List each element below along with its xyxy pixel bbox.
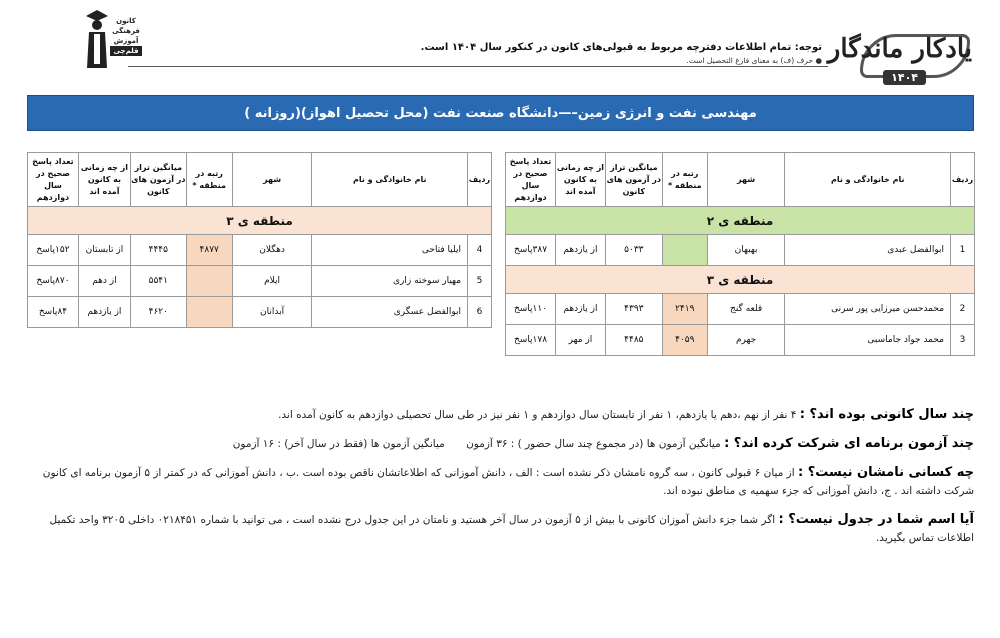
region-label: منطقه ی ۲ [506,207,975,235]
table-row [506,325,975,356]
cell-name: مهیار سوخته زاری [312,266,468,297]
brand-logo [827,34,978,84]
note-exams-text-a: میانگین آزمون ها (در مجموع چند سال حضور ) : ۳۶ آزمون [466,438,721,450]
table-header-row [506,153,975,207]
cell-rank [186,266,232,297]
cell-row: 6 [468,297,492,328]
cell-since: از دهم [78,266,130,297]
cell-city: قلعه گنج [707,294,785,325]
cell-city: جهرم [707,325,785,356]
cell-answers: ۳۸۷پاسخ [506,235,556,266]
cell-rank [662,235,707,266]
notice-main: توجه: تمام اطلاعات دفترچه مربوط به قبولی‌های کانون در کنکور سال ۱۴۰۴ است. [420,42,822,53]
cell-taraz: ۴۶۲۰ [130,297,186,328]
table-row [28,297,492,328]
col-name: نام خانوادگی و نام [785,153,951,207]
region-row [28,207,492,235]
cell-city: ایلام [232,266,312,297]
cell-since: از یازدهم [78,297,130,328]
col-city: شهر [232,153,312,207]
notice-sub: ● حرف (ف) به معنای فارغ التحصیل است. [686,56,822,65]
cell-row: 4 [468,235,492,266]
cell-city: آبدانان [232,297,312,328]
table-row [506,294,975,325]
col-name: نام خانوادگی و نام [312,153,468,207]
logo-word-4: قلم‌چی [110,46,142,56]
brand-year: ۱۴۰۴ [883,70,926,85]
logo-word-1: کانون [116,17,136,25]
cell-row: 1 [951,235,975,266]
note-contact-text: اگر شما جزء دانش آموزان کانونی با بیش از ۵ آزمون در سال آخر هستید و نامتان در این جدول درج نشده است ، می توانید با شماره ۰۲۱۸۴۵۱ داخلی ۳۲۰۵ واحد تکمیل اطلاعات تماس بگیرید. [49,514,974,544]
page-title: مهندسی نفت و انرژی زمین–—دانشگاه صنعت نفت (محل تحصیل اهواز)(روزانه ) [244,105,757,121]
cell-row: 3 [951,325,975,356]
cell-city: دهگلان [232,235,312,266]
results-table-right [505,152,975,356]
region-row [506,266,975,294]
header-divider [128,66,828,67]
notice [421,42,822,65]
note-contact [24,511,974,547]
col-answers: تعداد پاسخ صحیح در سال دوازدهم [28,153,79,207]
note-missing-title: چه کسانی نامشان نیست؟ : [798,465,974,480]
col-row: ردیف [468,153,492,207]
logo-word-2: فرهنگی [112,27,140,35]
cell-since: از تابستان [78,235,130,266]
cell-answers: ۸۴پاسخ [28,297,79,328]
note-exams-title: چند آزمون برنامه ای شرکت کرده اند؟ : [724,436,974,451]
note-exams [24,435,974,453]
region-label: منطقه ی ۳ [28,207,492,235]
cell-answers: ۱۱۰پاسخ [506,294,556,325]
cell-taraz: ۴۴۸۵ [605,325,662,356]
results-table-left [27,152,492,328]
cell-since: از یازدهم [556,235,606,266]
cell-taraz: ۴۴۴۵ [130,235,186,266]
cell-rank: ۴۸۷۷ [186,235,232,266]
graduate-figure-icon [84,8,110,70]
note-contact-title: آیا اسم شما در جدول نیست؟ : [778,512,974,527]
table-header-row [28,153,492,207]
cell-rank: ۲۴۱۹ [662,294,707,325]
col-answers: تعداد پاسخ صحیح در سال دوازدهم [506,153,556,207]
table-row [506,235,975,266]
cell-answers: ۱۷۸پاسخ [506,325,556,356]
col-taraz: میانگین تراز در آزمون های کانون [130,153,186,207]
col-rank: رتبه در منطقه * [662,153,707,207]
cell-row: 2 [951,294,975,325]
cell-rank [186,297,232,328]
table-row [28,235,492,266]
cell-taraz: ۵۵۴۱ [130,266,186,297]
col-rank: رتبه در منطقه * [186,153,232,207]
table-row [28,266,492,297]
title-bar [27,95,974,131]
note-years [24,406,974,424]
cell-rank: ۴۰۵۹ [662,325,707,356]
cell-name: ابوالفضل عسگری [312,297,468,328]
cell-name: ایلیا فتاحی [312,235,468,266]
cell-city: بهبهان [707,235,785,266]
cell-answers: ۸۷۰پاسخ [28,266,79,297]
col-row: ردیف [951,153,975,207]
region-row [506,207,975,235]
cell-taraz: ۴۳۹۳ [605,294,662,325]
page-header [0,0,1000,90]
brand-name: یادکار ماندگار [827,34,972,64]
cell-row: 5 [468,266,492,297]
logo-word-3: آموزش [113,37,139,45]
notes-section [24,406,974,558]
note-missing [24,464,974,500]
cell-name: محمدحسن میرزایی پور سرنی [785,294,951,325]
kanoon-logo-text [110,16,142,56]
note-missing-text: از میان ۶ قبولی کانون ، سه گروه نامشان ذکر نشده است : الف ، دانش آموزانی که اطلاعاتشان ناقص بوده است .ب ، دانش آموزانی که در کمتر از ۵ آزمون برنامه ای کانون شرکت داشته اند . ج، دانش آموزانی که جزء سهمیه ی مناطق نبوده اند. [42,467,974,497]
region-label: منطقه ی ۳ [506,266,975,294]
cell-taraz: ۵۰۳۳ [605,235,662,266]
note-years-text: ۴ نفر از نهم ،دهم یا یازدهم، ۱ نفر از تابستان سال دوازدهم و ۱ نفر نیز در طی سال تحصیلی دوازدهم به کانون آمده اند. [278,409,797,421]
col-since: از چه زمانی به کانون آمده اند [556,153,606,207]
cell-since: از مهر [556,325,606,356]
col-taraz: میانگین تراز در آزمون های کانون [605,153,662,207]
cell-name: محمد جواد جاماسبی [785,325,951,356]
cell-answers: ۱۵۲پاسخ [28,235,79,266]
col-city: شهر [707,153,785,207]
note-years-title: چند سال کانونی بوده اند؟ : [799,407,974,422]
note-exams-text-b: میانگین آزمون ها (فقط در سال آخر) : ۱۶ آزمون [232,438,445,450]
col-since: از چه زمانی به کانون آمده اند [78,153,130,207]
cell-name: ابوالفضل عبدی [785,235,951,266]
cell-since: از یازدهم [556,294,606,325]
